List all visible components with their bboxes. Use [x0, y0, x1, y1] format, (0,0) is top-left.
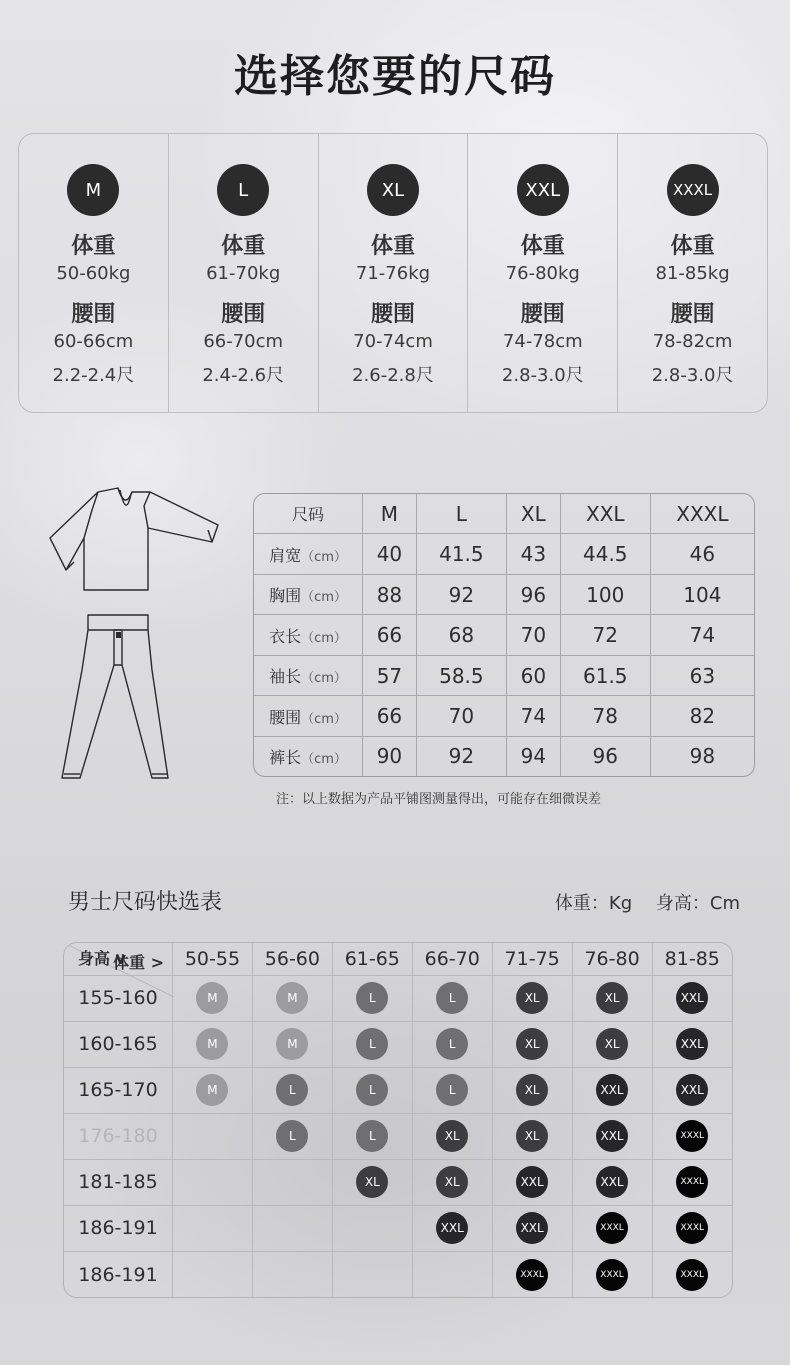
- quick-row: [64, 1205, 732, 1251]
- size-dot-xxl: XXL: [596, 1074, 628, 1106]
- size-dot-xxl: XXL: [436, 1212, 468, 1244]
- size-cell: [652, 1021, 732, 1067]
- size-card-m: [19, 134, 169, 412]
- size-cell: [412, 1252, 492, 1297]
- quick-row: [64, 1113, 732, 1159]
- size-dot-xxl: XXL: [516, 1166, 548, 1198]
- height-range-label: 155-160: [64, 975, 173, 1021]
- header-size-l: L: [416, 494, 506, 534]
- size-dot-xxl: XXL: [676, 982, 708, 1014]
- measurement-header-row: [254, 494, 754, 534]
- size-badge: XL: [367, 164, 419, 216]
- measurement-unit: （cm）: [301, 549, 347, 565]
- height-range-label: 186-191: [64, 1252, 173, 1297]
- size-cell: [492, 1205, 572, 1251]
- weight-range: 76-80kg: [505, 263, 580, 284]
- size-cell: [173, 1205, 253, 1251]
- weight-range: 61-70kg: [206, 263, 281, 284]
- size-dot-l: L: [356, 1028, 388, 1060]
- measurement-label: [254, 615, 363, 656]
- size-cell: [412, 975, 492, 1021]
- size-dot-xl: XL: [516, 1028, 548, 1060]
- measurement-value: 58.5: [416, 655, 506, 696]
- size-cell: [412, 1205, 492, 1251]
- size-dot-xl: XL: [516, 1120, 548, 1152]
- weight-label: 体重: [670, 234, 715, 259]
- measurement-value: 68: [416, 615, 506, 656]
- unit-height: 身高：Cm: [655, 893, 740, 914]
- size-dot-l: L: [436, 1074, 468, 1106]
- size-card-xl: [319, 134, 469, 412]
- quick-row: [64, 1067, 732, 1113]
- size-dot-l: L: [436, 982, 468, 1014]
- weight-range: 71-76kg: [355, 263, 431, 284]
- quick-select-table: [63, 942, 733, 1298]
- waist-chi-range: 2.8-3.0尺: [501, 365, 584, 386]
- size-cell: [252, 1159, 332, 1205]
- measurement-value: 57: [363, 655, 417, 696]
- size-dot-xxl: XXL: [516, 1212, 548, 1244]
- measurement-unit: （cm）: [301, 711, 347, 727]
- corner-weight-label: 体重 >: [113, 953, 164, 972]
- measurement-value: 96: [506, 574, 560, 615]
- weight-label: 体重: [221, 234, 266, 259]
- size-dot-m: M: [196, 1074, 228, 1106]
- size-dot-m: M: [196, 1028, 228, 1060]
- measurement-value: 88: [363, 574, 417, 615]
- measurement-label: [254, 696, 363, 737]
- size-cell: [572, 1113, 652, 1159]
- size-cell: [332, 1252, 412, 1297]
- quick-row: [64, 1159, 732, 1205]
- shirt-outline: [50, 488, 218, 590]
- page-title: 选择您要的尺码: [234, 51, 556, 102]
- height-range-label: 186-191: [64, 1205, 173, 1251]
- weight-range-header: 56-60: [252, 943, 332, 975]
- size-cell: [252, 1205, 332, 1251]
- size-cell: [572, 1205, 652, 1251]
- size-cell: [572, 1021, 652, 1067]
- size-dot-xxxl: XXXL: [676, 1212, 708, 1244]
- size-dot-xl: XL: [516, 1074, 548, 1106]
- measurement-value: 92: [416, 574, 506, 615]
- size-cell: [492, 1113, 572, 1159]
- size-card-xxxl: [618, 134, 767, 412]
- weight-range-header: 81-85: [652, 943, 732, 975]
- waist-range: 74-78cm: [502, 331, 583, 352]
- height-range-label: 160-165: [64, 1021, 173, 1067]
- weight-range-header: 50-55: [173, 943, 253, 975]
- thermal-set-illustration: [40, 480, 225, 785]
- measurement-unit: （cm）: [301, 630, 347, 646]
- measurement-unit: （cm）: [301, 751, 347, 767]
- measurement-value: 96: [560, 736, 650, 776]
- waist-range: 70-74cm: [353, 331, 433, 352]
- size-cell: [492, 1159, 572, 1205]
- size-cell: [412, 1021, 492, 1067]
- measurement-value: 78: [560, 696, 650, 737]
- quick-select-title: 男士尺码快选表: [68, 890, 223, 915]
- size-cell: [652, 1252, 732, 1297]
- measurement-value: 43: [506, 534, 560, 575]
- height-range-label: 176-180: [64, 1113, 173, 1159]
- measurement-row: [254, 655, 754, 696]
- waist-chi-range: 2.6-2.8尺: [352, 365, 434, 386]
- measurement-name: 衣长: [269, 626, 302, 646]
- size-cell: [492, 1067, 572, 1113]
- measurement-value: 70: [506, 615, 560, 656]
- waist-label: 腰围: [520, 302, 565, 327]
- measurement-label: [254, 534, 363, 575]
- size-dot-l: L: [356, 1074, 388, 1106]
- size-cell: [173, 1113, 253, 1159]
- quick-header-row: [64, 943, 732, 975]
- measurement-value: 104: [650, 574, 754, 615]
- weight-label: 体重: [370, 234, 415, 259]
- weight-label: 体重: [520, 234, 565, 259]
- measurement-label: [254, 736, 363, 776]
- size-dot-m: M: [276, 1028, 308, 1060]
- corner-cell: [64, 943, 173, 975]
- waist-chi-range: 2.2-2.4尺: [52, 365, 135, 386]
- size-dot-xxl: XXL: [596, 1120, 628, 1152]
- size-cell: [252, 1021, 332, 1067]
- measurement-value: 100: [560, 574, 650, 615]
- measurement-value: 74: [506, 696, 560, 737]
- quick-row: [64, 1252, 732, 1297]
- size-cell: [173, 975, 253, 1021]
- weight-range: 50-60kg: [56, 263, 131, 284]
- size-dot-l: L: [436, 1028, 468, 1060]
- measurement-name: 袖长: [269, 667, 302, 686]
- height-range-label: 181-185: [64, 1159, 173, 1205]
- measurement-value: 63: [650, 655, 754, 696]
- size-dot-xl: XL: [436, 1166, 468, 1198]
- quick-select-units: [537, 889, 740, 915]
- size-card-xxl: [468, 134, 618, 412]
- measurement-value: 44.5: [560, 534, 650, 575]
- waist-range: 78-82cm: [652, 331, 733, 352]
- size-cell: [412, 1159, 492, 1205]
- size-dot-xxl: XXL: [676, 1074, 708, 1106]
- size-cell: [652, 1159, 732, 1205]
- size-cell: [332, 975, 412, 1021]
- unit-weight: 体重：Kg: [554, 893, 633, 914]
- size-cell: [412, 1113, 492, 1159]
- size-dot-l: L: [276, 1120, 308, 1152]
- size-badge: L: [217, 164, 269, 216]
- size-cell: [652, 975, 732, 1021]
- measurement-value: 46: [650, 534, 754, 575]
- measurement-row: [254, 696, 754, 737]
- waist-chi-range: 2.4-2.6尺: [202, 365, 285, 386]
- size-card-l: [169, 134, 319, 412]
- measurement-value: 41.5: [416, 534, 506, 575]
- size-cell: [332, 1159, 412, 1205]
- size-dot-l: L: [356, 1120, 388, 1152]
- size-cell: [652, 1205, 732, 1251]
- header-size-label: 尺码: [254, 494, 363, 534]
- measurement-value: 70: [416, 696, 506, 737]
- measurement-value: 40: [363, 534, 417, 575]
- weight-range-header: 61-65: [332, 943, 412, 975]
- size-cell: [572, 975, 652, 1021]
- waist-range: 60-66cm: [53, 331, 134, 352]
- measurement-value: 82: [650, 696, 754, 737]
- size-dot-xxl: XXL: [676, 1028, 708, 1060]
- waist-range: 66-70cm: [203, 331, 284, 352]
- size-cell: [332, 1205, 412, 1251]
- header-size-xxxl: XXXL: [650, 494, 754, 534]
- measurement-name: 腰围: [269, 707, 302, 727]
- weight-label: 体重: [71, 234, 116, 259]
- size-cell: [173, 1067, 253, 1113]
- measurement-value: 90: [363, 736, 417, 776]
- measurement-value: 60: [506, 655, 560, 696]
- measurement-value: 72: [560, 615, 650, 656]
- size-cell: [652, 1113, 732, 1159]
- size-cell: [252, 975, 332, 1021]
- measurement-value: 66: [363, 696, 417, 737]
- size-badge: M: [67, 164, 119, 216]
- size-cell: [173, 1159, 253, 1205]
- measurement-name: 胸围: [269, 586, 302, 605]
- measurement-label: [254, 574, 363, 615]
- header-size-xl: XL: [506, 494, 560, 534]
- size-cell: [252, 1067, 332, 1113]
- size-cell: [492, 1021, 572, 1067]
- size-dot-xl: XL: [596, 1028, 628, 1060]
- weight-range-header: 66-70: [412, 943, 492, 975]
- size-dot-xl: XL: [436, 1120, 468, 1152]
- measurement-value: 74: [650, 615, 754, 656]
- measurement-value: 98: [650, 736, 754, 776]
- measurement-row: [254, 736, 754, 776]
- size-dot-m: M: [196, 982, 228, 1014]
- size-cell: [252, 1113, 332, 1159]
- size-dot-m: M: [276, 982, 308, 1014]
- measurement-name: 裤长: [269, 747, 302, 767]
- measurement-note: 注：以上数据为产品平铺图测量得出，可能存在细微误差: [276, 792, 602, 807]
- size-cell: [492, 1252, 572, 1297]
- header-size-xxl: XXL: [560, 494, 650, 534]
- measurement-row: [254, 574, 754, 615]
- size-cards-panel: [18, 133, 768, 413]
- size-cell: [572, 1159, 652, 1205]
- size-dot-xl: XL: [356, 1166, 388, 1198]
- size-cell: [332, 1113, 412, 1159]
- size-cell: [412, 1067, 492, 1113]
- size-dot-xl: XL: [516, 982, 548, 1014]
- measurement-unit: （cm）: [301, 590, 347, 605]
- header-size-m: M: [363, 494, 417, 534]
- quick-row: [64, 1021, 732, 1067]
- size-dot-xxxl: XXXL: [596, 1212, 628, 1244]
- size-cell: [652, 1067, 732, 1113]
- measurement-row: [254, 534, 754, 575]
- measurement-unit: （cm）: [301, 671, 347, 686]
- waist-label: 腰围: [370, 302, 415, 327]
- size-badge: XXXL: [667, 164, 719, 216]
- size-cell: [572, 1252, 652, 1297]
- measurement-table: [253, 493, 755, 777]
- size-dot-xxxl: XXXL: [676, 1259, 708, 1291]
- measurement-value: 94: [506, 736, 560, 776]
- size-dot-l: L: [276, 1074, 308, 1106]
- waist-label: 腰围: [71, 302, 116, 327]
- waist-chi-range: 2.8-3.0尺: [651, 365, 734, 386]
- size-dot-xxxl: XXXL: [676, 1120, 708, 1152]
- waist-label: 腰围: [670, 302, 715, 327]
- size-cell: [252, 1252, 332, 1297]
- measurement-value: 92: [416, 736, 506, 776]
- corner-height-label: 身高 v: [78, 948, 127, 968]
- size-cell: [572, 1067, 652, 1113]
- size-dot-xxxl: XXXL: [676, 1166, 708, 1198]
- size-dot-xl: XL: [596, 982, 628, 1014]
- measurement-label: [254, 655, 363, 696]
- size-cell: [332, 1021, 412, 1067]
- size-dot-l: L: [356, 982, 388, 1014]
- measurement-row: [254, 615, 754, 656]
- measurement-name: 肩宽: [269, 545, 302, 565]
- measurement-value: 61.5: [560, 655, 650, 696]
- size-dot-xxxl: XXXL: [516, 1259, 548, 1291]
- weight-range: 81-85kg: [655, 263, 730, 284]
- weight-range-header: 76-80: [572, 943, 652, 975]
- measurement-value: 66: [363, 615, 417, 656]
- size-cell: [173, 1252, 253, 1297]
- pants-outline: [62, 615, 168, 778]
- size-cell: [492, 975, 572, 1021]
- size-dot-xxxl: XXXL: [596, 1259, 628, 1291]
- size-cell: [173, 1021, 253, 1067]
- size-badge: XXL: [517, 164, 569, 216]
- height-range-label: 165-170: [64, 1067, 173, 1113]
- size-dot-xxl: XXL: [596, 1166, 628, 1198]
- size-cell: [332, 1067, 412, 1113]
- weight-range-header: 71-75: [492, 943, 572, 975]
- waist-label: 腰围: [221, 302, 266, 327]
